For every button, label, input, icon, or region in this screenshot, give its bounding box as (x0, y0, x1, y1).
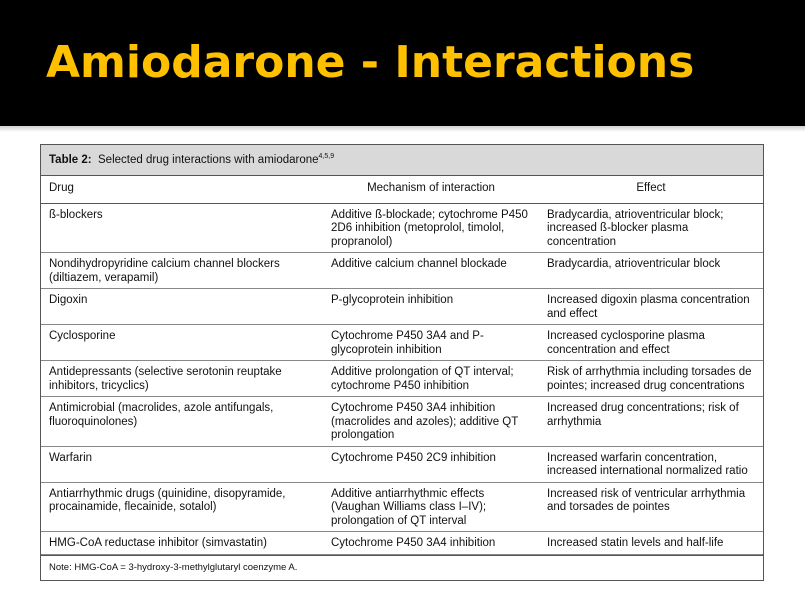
mechanism-cell: P-glycoprotein inhibition (323, 289, 539, 325)
slide-title: Amiodarone - Interactions (46, 37, 695, 88)
title-bar (0, 0, 805, 126)
table-row (41, 482, 763, 532)
drug-cell: Cyclosporine (41, 325, 323, 361)
effect-cell: Risk of arrhythmia including torsades de pointes; increased drug concentrations (539, 361, 763, 397)
table-row (41, 397, 763, 447)
effect-cell: Bradycardia, atrioventricular block (539, 253, 763, 289)
header-drug: Drug (41, 176, 323, 203)
table-row (41, 325, 763, 361)
effect-cell: Bradycardia, atrioventricular block; increased ß-blocker plasma concentration (539, 203, 763, 253)
header-effect: Effect (539, 176, 763, 203)
effect-cell: Increased warfarin concentration, increased international normalized ratio (539, 446, 763, 482)
drug-cell: HMG-CoA reductase inhibitor (simvastatin) (41, 532, 323, 555)
drug-cell: Digoxin (41, 289, 323, 325)
mechanism-cell: Additive antiarrhythmic effects (Vaughan Williams class I–IV); prolongation of QT interval (323, 482, 539, 532)
effect-cell: Increased risk of ventricular arrhythmia and torsades de pointes (539, 482, 763, 532)
mechanism-cell: Cytochrome P450 3A4 inhibition (macrolides and azoles); additive QT prolongation (323, 397, 539, 447)
mechanism-cell: Cytochrome P450 3A4 and P-glycoprotein inhibition (323, 325, 539, 361)
drug-cell: Antiarrhythmic drugs (quinidine, disopyramide, procainamide, flecainide, sotalol) (41, 482, 323, 532)
table-caption (41, 145, 763, 176)
table-row (41, 532, 763, 555)
header-mechanism: Mechanism of interaction (323, 176, 539, 203)
table-row (41, 203, 763, 253)
mechanism-cell: Additive ß-blockade; cytochrome P450 2D6 inhibition (metoprolol, timolol, propranolol) (323, 203, 539, 253)
drug-cell: ß-blockers (41, 203, 323, 253)
table-row (41, 361, 763, 397)
drug-cell: Antidepressants (selective serotonin reuptake inhibitors, tricyclics) (41, 361, 323, 397)
table-row (41, 446, 763, 482)
table-row (41, 289, 763, 325)
caption-text: Selected drug interactions with amiodarone (98, 154, 319, 166)
effect-cell: Increased cyclosporine plasma concentration and effect (539, 325, 763, 361)
table-body (41, 203, 763, 554)
slide-body (0, 132, 805, 606)
effect-cell: Increased drug concentrations; risk of arrhythmia (539, 397, 763, 447)
mechanism-cell: Additive calcium channel blockade (323, 253, 539, 289)
effect-cell: Increased digoxin plasma concentration and effect (539, 289, 763, 325)
interactions-table (40, 144, 764, 581)
drug-cell: Nondihydropyridine calcium channel blockers (diltiazem, verapamil) (41, 253, 323, 289)
caption-label: Table 2: (49, 154, 92, 166)
effect-cell: Increased statin levels and half-life (539, 532, 763, 555)
mechanism-cell: Additive prolongation of QT interval; cytochrome P450 inhibition (323, 361, 539, 397)
table (41, 176, 763, 555)
drug-cell: Antimicrobial (macrolides, azole antifungals, fluoroquinolones) (41, 397, 323, 447)
mechanism-cell: Cytochrome P450 3A4 inhibition (323, 532, 539, 555)
mechanism-cell: Cytochrome P450 2C9 inhibition (323, 446, 539, 482)
table-row (41, 253, 763, 289)
caption-refs: 4,5,9 (318, 153, 335, 161)
table-header-row (41, 176, 763, 203)
drug-cell: Warfarin (41, 446, 323, 482)
table-note: Note: HMG-CoA = 3-hydroxy-3-methylglutaryl coenzyme A. (41, 555, 763, 580)
